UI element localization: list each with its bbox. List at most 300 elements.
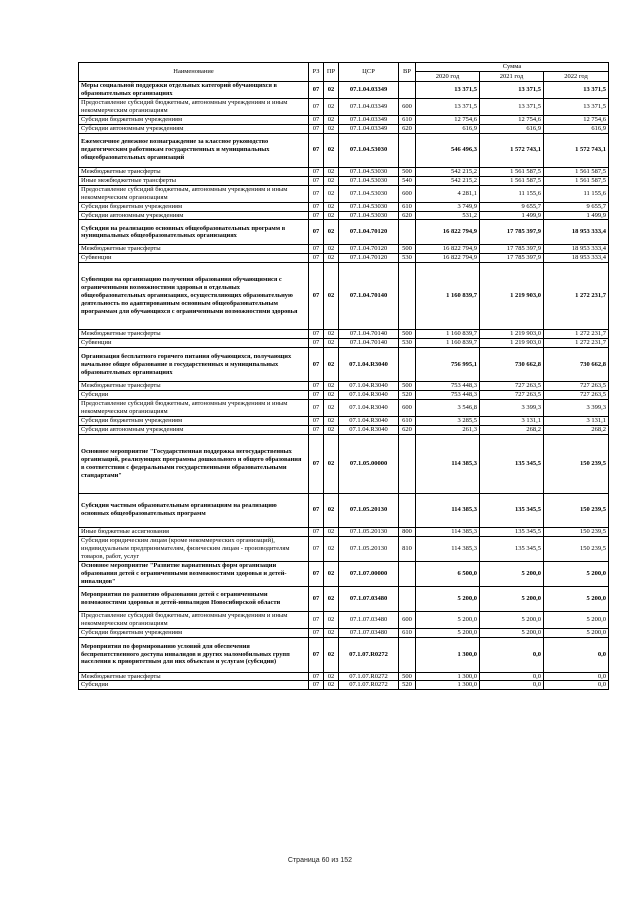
row-pr: 02 [324, 672, 339, 681]
row-csr: 07.1.04.R3040 [339, 382, 399, 391]
row-rz: 07 [309, 167, 324, 176]
row-csr: 07.1.04.03349 [339, 124, 399, 133]
row-vr: 600 [399, 185, 416, 202]
row-vr: 800 [399, 527, 416, 536]
row-vr: 610 [399, 416, 416, 425]
table-row [79, 390, 609, 399]
row-rz: 07 [309, 637, 324, 672]
row-pr: 02 [324, 133, 339, 167]
row-rz: 07 [309, 434, 324, 493]
row-sum-2021: 13 371,5 [480, 99, 544, 116]
row-csr: 07.1.04.R3040 [339, 416, 399, 425]
row-vr [399, 586, 416, 611]
row-rz: 07 [309, 681, 324, 690]
row-vr: 530 [399, 254, 416, 263]
row-sum-2022: 1 572 743,1 [544, 133, 609, 167]
row-rz: 07 [309, 124, 324, 133]
header-pr: ПР [324, 63, 339, 82]
row-name: Иные бюджетные ассигнования [79, 527, 309, 536]
row-sum-2020: 114 385,3 [416, 536, 480, 561]
table-row [79, 637, 609, 672]
table-row [79, 416, 609, 425]
table-row [79, 399, 609, 416]
row-pr: 02 [324, 220, 339, 245]
row-sum-2022: 11 155,6 [544, 185, 609, 202]
row-vr [399, 263, 416, 330]
row-sum-2020: 1 160 839,7 [416, 330, 480, 339]
row-name: Субсидии бюджетным учреждениям [79, 416, 309, 425]
row-sum-2022: 1 272 231,7 [544, 263, 609, 330]
row-sum-2022: 3 131,1 [544, 416, 609, 425]
row-sum-2022: 0,0 [544, 637, 609, 672]
row-vr: 600 [399, 99, 416, 116]
table-row [79, 116, 609, 125]
row-sum-2021: 5 200,0 [480, 586, 544, 611]
row-vr: 500 [399, 330, 416, 339]
table-row [79, 133, 609, 167]
row-sum-2022: 1 272 231,7 [544, 330, 609, 339]
row-csr: 07.1.04.53030 [339, 185, 399, 202]
row-pr: 02 [324, 637, 339, 672]
row-name: Предоставление субсидий бюджетным, автономным учреждениям и иным некоммерческим организациям [79, 99, 309, 116]
table-row [79, 672, 609, 681]
table-row [79, 82, 609, 99]
row-vr: 620 [399, 124, 416, 133]
row-name: Основное мероприятие "Государственная поддержка негосударственных организаций, реализующих программы дошкольного и общего образования в соответствии с федеральными государственными образовательными стандартами" [79, 434, 309, 493]
row-vr [399, 561, 416, 586]
row-vr [399, 133, 416, 167]
row-pr: 02 [324, 628, 339, 637]
row-csr: 07.1.05.00000 [339, 434, 399, 493]
table-row [79, 493, 609, 527]
row-pr: 02 [324, 185, 339, 202]
row-vr: 530 [399, 339, 416, 348]
row-rz: 07 [309, 561, 324, 586]
row-sum-2021: 616,9 [480, 124, 544, 133]
row-sum-2021: 1 561 587,5 [480, 176, 544, 185]
table-row [79, 681, 609, 690]
row-sum-2022: 5 200,0 [544, 611, 609, 628]
row-vr [399, 637, 416, 672]
row-rz: 07 [309, 536, 324, 561]
row-csr: 07.1.07.R0272 [339, 637, 399, 672]
row-sum-2020: 546 496,3 [416, 133, 480, 167]
row-sum-2022: 727 263,5 [544, 390, 609, 399]
row-name: Субсидии бюджетным учреждениям [79, 116, 309, 125]
row-sum-2022: 1 272 231,7 [544, 339, 609, 348]
row-csr: 07.1.04.53030 [339, 211, 399, 220]
table-row [79, 586, 609, 611]
row-sum-2022: 150 239,5 [544, 527, 609, 536]
row-sum-2021: 17 785 397,9 [480, 220, 544, 245]
row-sum-2022: 5 200,0 [544, 628, 609, 637]
row-name: Организация бесплатного горячего питания обучающихся, получающих начальное общее образование в государственных и муниципальных образовательных организациях [79, 348, 309, 382]
row-sum-2020: 5 200,0 [416, 586, 480, 611]
row-vr: 600 [399, 611, 416, 628]
row-sum-2022: 18 953 333,4 [544, 245, 609, 254]
table-row [79, 348, 609, 382]
row-rz: 07 [309, 211, 324, 220]
row-pr: 02 [324, 254, 339, 263]
row-sum-2021: 135 345,5 [480, 536, 544, 561]
row-csr: 07.1.04.03349 [339, 116, 399, 125]
row-csr: 07.1.04.70120 [339, 254, 399, 263]
row-csr: 07.1.07.03480 [339, 628, 399, 637]
header-rz: РЗ [309, 63, 324, 82]
row-pr: 02 [324, 116, 339, 125]
row-rz: 07 [309, 493, 324, 527]
row-name: Ежемесячное денежное вознаграждение за классное руководство педагогическим работникам государственных и муниципальных общеобразовательных организаций [79, 133, 309, 167]
row-pr: 02 [324, 390, 339, 399]
row-vr: 520 [399, 390, 416, 399]
row-rz: 07 [309, 202, 324, 211]
row-sum-2022: 18 953 333,4 [544, 220, 609, 245]
row-pr: 02 [324, 681, 339, 690]
row-sum-2020: 531,2 [416, 211, 480, 220]
row-csr: 07.1.04.R3040 [339, 399, 399, 416]
row-vr: 610 [399, 628, 416, 637]
row-name: Меры социальной поддержки отдельных категорий обучающихся в образовательных организациях [79, 82, 309, 99]
row-sum-2020: 756 995,1 [416, 348, 480, 382]
row-csr: 07.1.04.70140 [339, 330, 399, 339]
row-vr: 610 [399, 202, 416, 211]
row-rz: 07 [309, 185, 324, 202]
row-vr: 500 [399, 672, 416, 681]
row-sum-2022: 3 399,3 [544, 399, 609, 416]
row-sum-2020: 3 749,9 [416, 202, 480, 211]
row-name: Предоставление субсидий бюджетным, автономным учреждениям и иным некоммерческим организациям [79, 611, 309, 628]
row-pr: 02 [324, 493, 339, 527]
row-sum-2021: 1 499,9 [480, 211, 544, 220]
table-row [79, 176, 609, 185]
row-sum-2020: 4 281,1 [416, 185, 480, 202]
row-name: Субсидии [79, 390, 309, 399]
row-rz: 07 [309, 390, 324, 399]
row-sum-2022: 150 239,5 [544, 536, 609, 561]
row-pr: 02 [324, 611, 339, 628]
row-csr: 07.1.05.20130 [339, 536, 399, 561]
row-sum-2022: 12 754,6 [544, 116, 609, 125]
row-name: Предоставление субсидий бюджетным, автономным учреждениям и иным некоммерческим организациям [79, 399, 309, 416]
row-sum-2021: 0,0 [480, 672, 544, 681]
row-sum-2021: 17 785 397,9 [480, 245, 544, 254]
row-rz: 07 [309, 330, 324, 339]
row-name: Межбюджетные трансферты [79, 167, 309, 176]
row-sum-2020: 542 215,2 [416, 167, 480, 176]
row-sum-2022: 1 499,9 [544, 211, 609, 220]
row-name: Субсидии автономным учреждениям [79, 425, 309, 434]
row-name: Субвенции на организацию получения образования обучающимися с ограниченными возможностями здоровья в отдельных общеобразовательных организациях, осуществляющих образовательную деятельность по адаптированным основным общеобразовательным программам для обучающихся с ограниченными возможностями здоровья [79, 263, 309, 330]
row-name: Субсидии на реализацию основных общеобразовательных программ в муниципальных общеобразовательных организациях [79, 220, 309, 245]
row-sum-2020: 542 215,2 [416, 176, 480, 185]
row-rz: 07 [309, 399, 324, 416]
page-footer: Страница 60 из 152 [287, 857, 353, 864]
row-pr: 02 [324, 245, 339, 254]
row-csr: 07.1.04.70140 [339, 263, 399, 330]
table-row [79, 211, 609, 220]
row-sum-2021: 1 572 743,1 [480, 133, 544, 167]
table-body [79, 82, 609, 690]
row-sum-2022: 150 239,5 [544, 493, 609, 527]
table-row [79, 628, 609, 637]
row-name: Мероприятия по формированию условий для обеспечения беспрепятственного доступа инвалидов и других маломобильных групп населения к приоритетным для них объектам и услугам (субсидии) [79, 637, 309, 672]
row-name: Субсидии [79, 681, 309, 690]
row-rz: 07 [309, 628, 324, 637]
row-csr: 07.1.04.53030 [339, 133, 399, 167]
row-rz: 07 [309, 527, 324, 536]
row-vr: 540 [399, 176, 416, 185]
row-vr: 810 [399, 536, 416, 561]
row-sum-2021: 727 263,5 [480, 390, 544, 399]
table-row [79, 330, 609, 339]
row-sum-2021: 0,0 [480, 637, 544, 672]
row-rz: 07 [309, 263, 324, 330]
row-sum-2022: 730 662,8 [544, 348, 609, 382]
row-name: Субсидии автономным учреждениям [79, 124, 309, 133]
row-rz: 07 [309, 116, 324, 125]
row-sum-2020: 114 385,3 [416, 434, 480, 493]
row-sum-2021: 12 754,6 [480, 116, 544, 125]
row-rz: 07 [309, 416, 324, 425]
row-name: Субвенции [79, 339, 309, 348]
row-rz: 07 [309, 425, 324, 434]
row-sum-2022: 13 371,5 [544, 82, 609, 99]
table-row [79, 220, 609, 245]
row-sum-2020: 1 300,0 [416, 672, 480, 681]
row-sum-2020: 16 822 794,9 [416, 220, 480, 245]
row-csr: 07.1.07.00000 [339, 561, 399, 586]
table-row [79, 167, 609, 176]
row-name: Иные межбюджетные трансферты [79, 176, 309, 185]
row-csr: 07.1.05.20130 [339, 527, 399, 536]
table-row [79, 263, 609, 330]
header-csr: ЦСР [339, 63, 399, 82]
row-csr: 07.1.07.03480 [339, 586, 399, 611]
table-row [79, 382, 609, 391]
row-pr: 02 [324, 536, 339, 561]
row-pr: 02 [324, 434, 339, 493]
row-sum-2021: 1 561 587,5 [480, 167, 544, 176]
row-name: Субсидии частным образовательным организациям на реализацию основных общеобразовательных программ [79, 493, 309, 527]
row-name: Межбюджетные трансферты [79, 672, 309, 681]
row-csr: 07.1.04.R3040 [339, 348, 399, 382]
row-name: Субсидии бюджетным учреждениям [79, 628, 309, 637]
row-pr: 02 [324, 202, 339, 211]
row-sum-2022: 616,9 [544, 124, 609, 133]
row-pr: 02 [324, 348, 339, 382]
row-sum-2020: 3 285,5 [416, 416, 480, 425]
budget-table [78, 62, 609, 690]
header-year-2021: 2021 год [480, 72, 544, 82]
table-row [79, 99, 609, 116]
row-pr: 02 [324, 399, 339, 416]
row-pr: 02 [324, 339, 339, 348]
row-sum-2021: 730 662,8 [480, 348, 544, 382]
row-sum-2020: 1 300,0 [416, 637, 480, 672]
row-rz: 07 [309, 339, 324, 348]
row-sum-2021: 9 655,7 [480, 202, 544, 211]
row-sum-2020: 12 754,6 [416, 116, 480, 125]
row-sum-2022: 0,0 [544, 681, 609, 690]
row-pr: 02 [324, 263, 339, 330]
row-rz: 07 [309, 245, 324, 254]
row-vr [399, 220, 416, 245]
row-csr: 07.1.04.70140 [339, 339, 399, 348]
row-sum-2022: 0,0 [544, 672, 609, 681]
table-row [79, 561, 609, 586]
row-name: Субсидии бюджетным учреждениям [79, 202, 309, 211]
row-vr [399, 82, 416, 99]
row-rz: 07 [309, 348, 324, 382]
row-vr [399, 493, 416, 527]
row-sum-2022: 150 239,5 [544, 434, 609, 493]
row-pr: 02 [324, 425, 339, 434]
row-rz: 07 [309, 611, 324, 628]
row-sum-2020: 1 160 839,7 [416, 263, 480, 330]
row-sum-2021: 135 345,5 [480, 493, 544, 527]
table-header [79, 63, 609, 82]
row-sum-2020: 16 822 794,9 [416, 245, 480, 254]
row-pr: 02 [324, 586, 339, 611]
header-vr: ВР [399, 63, 416, 82]
row-csr: 07.1.07.03480 [339, 611, 399, 628]
table-row [79, 202, 609, 211]
row-csr: 07.1.04.70120 [339, 220, 399, 245]
row-sum-2021: 17 785 397,9 [480, 254, 544, 263]
row-sum-2020: 16 822 794,9 [416, 254, 480, 263]
row-sum-2022: 1 561 587,5 [544, 167, 609, 176]
row-pr: 02 [324, 167, 339, 176]
row-csr: 07.1.04.R3040 [339, 390, 399, 399]
row-name: Субсидии юридическим лицам (кроме некоммерческих организаций), индивидуальным предпринимателям, физическим лицам - производителям товаров, работ, услуг [79, 536, 309, 561]
row-name: Субвенции [79, 254, 309, 263]
row-rz: 07 [309, 220, 324, 245]
row-rz: 07 [309, 133, 324, 167]
row-csr: 07.1.05.20130 [339, 493, 399, 527]
row-vr: 500 [399, 382, 416, 391]
row-pr: 02 [324, 124, 339, 133]
row-name: Межбюджетные трансферты [79, 330, 309, 339]
row-pr: 02 [324, 416, 339, 425]
row-csr: 07.1.04.03349 [339, 99, 399, 116]
row-vr: 500 [399, 167, 416, 176]
row-sum-2021: 268,2 [480, 425, 544, 434]
row-sum-2022: 18 953 333,4 [544, 254, 609, 263]
row-sum-2021: 5 200,0 [480, 628, 544, 637]
row-sum-2022: 13 371,5 [544, 99, 609, 116]
row-sum-2020: 6 500,0 [416, 561, 480, 586]
row-sum-2022: 5 200,0 [544, 586, 609, 611]
row-csr: 07.1.04.R3040 [339, 425, 399, 434]
row-pr: 02 [324, 330, 339, 339]
row-rz: 07 [309, 382, 324, 391]
table-row [79, 254, 609, 263]
row-sum-2021: 0,0 [480, 681, 544, 690]
header-name: Наименование [79, 63, 309, 82]
table-row [79, 339, 609, 348]
row-vr: 620 [399, 211, 416, 220]
row-sum-2022: 727 263,5 [544, 382, 609, 391]
row-sum-2020: 5 200,0 [416, 628, 480, 637]
row-sum-2020: 753 448,3 [416, 390, 480, 399]
row-sum-2020: 13 371,5 [416, 99, 480, 116]
row-sum-2020: 1 300,0 [416, 681, 480, 690]
table-row [79, 245, 609, 254]
row-sum-2020: 114 385,3 [416, 493, 480, 527]
row-sum-2020: 753 448,3 [416, 382, 480, 391]
row-vr [399, 434, 416, 493]
row-name: Межбюджетные трансферты [79, 382, 309, 391]
row-rz: 07 [309, 586, 324, 611]
row-vr [399, 348, 416, 382]
row-rz: 07 [309, 176, 324, 185]
row-pr: 02 [324, 82, 339, 99]
row-name: Субсидии автономным учреждениям [79, 211, 309, 220]
table-row [79, 124, 609, 133]
row-csr: 07.1.04.53030 [339, 176, 399, 185]
row-rz: 07 [309, 99, 324, 116]
row-sum-2021: 1 219 903,0 [480, 330, 544, 339]
row-sum-2022: 5 200,0 [544, 561, 609, 586]
row-rz: 07 [309, 82, 324, 99]
row-sum-2021: 13 371,5 [480, 82, 544, 99]
row-pr: 02 [324, 99, 339, 116]
row-vr: 610 [399, 116, 416, 125]
row-sum-2020: 1 160 839,7 [416, 339, 480, 348]
row-sum-2021: 3 131,1 [480, 416, 544, 425]
table-row [79, 185, 609, 202]
row-csr: 07.1.04.70120 [339, 245, 399, 254]
row-name: Предоставление субсидий бюджетным, автономным учреждениям и иным некоммерческим организациям [79, 185, 309, 202]
row-rz: 07 [309, 254, 324, 263]
header-year-2020: 2020 год [416, 72, 480, 82]
table-row [79, 536, 609, 561]
row-sum-2022: 1 561 587,5 [544, 176, 609, 185]
row-rz: 07 [309, 672, 324, 681]
row-sum-2021: 1 219 903,0 [480, 263, 544, 330]
row-csr: 07.1.04.53030 [339, 202, 399, 211]
row-sum-2021: 5 200,0 [480, 611, 544, 628]
table-row [79, 611, 609, 628]
row-vr: 500 [399, 245, 416, 254]
row-sum-2021: 135 345,5 [480, 527, 544, 536]
row-sum-2020: 261,3 [416, 425, 480, 434]
table-row [79, 425, 609, 434]
row-pr: 02 [324, 176, 339, 185]
row-sum-2020: 3 546,8 [416, 399, 480, 416]
row-name: Основное мероприятие "Развитие вариативных форм организации образования детей с ограниченными возможностями здоровья и детей-инвалидов" [79, 561, 309, 586]
row-sum-2021: 135 345,5 [480, 434, 544, 493]
row-sum-2020: 13 371,5 [416, 82, 480, 99]
table-row [79, 434, 609, 493]
row-pr: 02 [324, 561, 339, 586]
row-csr: 07.1.04.53030 [339, 167, 399, 176]
row-sum-2021: 727 263,5 [480, 382, 544, 391]
row-sum-2021: 1 219 903,0 [480, 339, 544, 348]
row-sum-2020: 5 200,0 [416, 611, 480, 628]
header-year-2022: 2022 год [544, 72, 609, 82]
row-sum-2021: 3 399,3 [480, 399, 544, 416]
row-pr: 02 [324, 382, 339, 391]
row-sum-2020: 616,9 [416, 124, 480, 133]
budget-document [78, 62, 608, 690]
row-name: Межбюджетные трансферты [79, 245, 309, 254]
row-sum-2021: 11 155,6 [480, 185, 544, 202]
row-csr: 07.1.07.R0272 [339, 672, 399, 681]
row-pr: 02 [324, 211, 339, 220]
row-pr: 02 [324, 527, 339, 536]
table-row [79, 527, 609, 536]
